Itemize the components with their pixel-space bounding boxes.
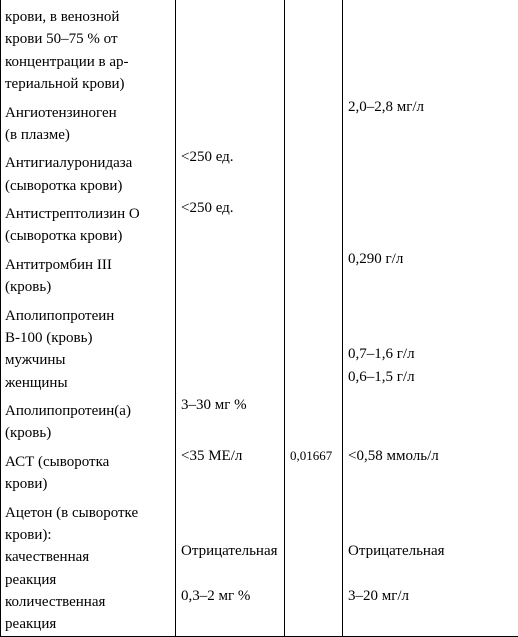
table-row	[1, 394, 518, 445]
cell-text-line: Аполипопротеин	[5, 305, 175, 327]
conventional-units-cell	[176, 445, 285, 496]
table-row	[1, 146, 518, 197]
cell-text-line: АСТ (сыворотка	[5, 451, 175, 473]
cell-text-line	[348, 299, 518, 321]
cell-text-line: Антитромбин III	[5, 254, 175, 276]
indicator-name-cell	[1, 394, 176, 445]
conventional-units-cell	[176, 394, 285, 445]
cell-text-line: крови):	[5, 524, 175, 546]
si-units-cell	[343, 197, 518, 248]
cell-text-line: реакция	[5, 613, 175, 635]
cell-text-line: крови)	[5, 473, 175, 495]
indicator-name-cell	[1, 248, 176, 299]
indicator-name-cell	[1, 496, 176, 637]
cell-text-line: (кровь)	[5, 276, 175, 298]
cell-text-line: (сыворотка крови)	[5, 225, 175, 247]
cell-text-line	[181, 518, 284, 540]
cell-text-line: Антигиалуронидаза	[5, 152, 175, 174]
cell-text-line: Ангиотензиноген	[5, 102, 175, 124]
table-row	[1, 496, 518, 637]
cell-text-line: 3–20 мг/л	[348, 585, 518, 607]
cell-text-line: мужчины	[5, 349, 175, 371]
cell-text-line: (кровь)	[5, 422, 175, 444]
cell-text-line: реакция	[5, 569, 175, 591]
cell-text-line: <250 ед.	[181, 146, 284, 168]
conversion-factor-cell	[285, 248, 343, 299]
conversion-factor-cell	[285, 394, 343, 445]
cell-text-line: (в плазме)	[5, 124, 175, 146]
si-units-cell	[343, 96, 518, 147]
conversion-factor-cell	[285, 299, 343, 395]
cell-text-line: 0,7–1,6 г/л	[348, 343, 518, 365]
cell-text-line	[348, 321, 518, 343]
cell-text-line	[348, 518, 518, 540]
cell-text-line	[181, 607, 284, 629]
table-row	[1, 445, 518, 496]
cell-text-line: крови, в венозной	[5, 6, 175, 28]
cell-text-line: крови 50–75 % от	[5, 28, 175, 50]
cell-text-line: 2,0–2,8 мг/л	[348, 96, 518, 118]
table-body	[1, 0, 518, 636]
conventional-units-cell	[176, 0, 285, 96]
cell-text-line	[348, 607, 518, 629]
conversion-factor-cell	[285, 496, 343, 637]
indicator-name-cell	[1, 0, 176, 96]
indicator-name-cell	[1, 197, 176, 248]
cell-text-line: Отрицательная	[348, 540, 518, 562]
table-row	[1, 299, 518, 395]
conversion-factor-cell	[285, 0, 343, 96]
si-units-cell	[343, 248, 518, 299]
cell-text-line: 0,290 г/л	[348, 248, 518, 270]
table-row	[1, 96, 518, 147]
cell-text-line: териальной крови)	[5, 73, 175, 95]
si-units-cell	[343, 146, 518, 197]
si-units-cell	[343, 299, 518, 395]
indicator-name-cell	[1, 146, 176, 197]
cell-text-line: (сыворотка крови)	[5, 175, 175, 197]
conventional-units-cell	[176, 146, 285, 197]
indicator-name-cell	[1, 96, 176, 147]
cell-text-line: Аполипопротеин(а)	[5, 400, 175, 422]
cell-text-line: Отрицательная	[181, 540, 284, 562]
cell-text-line	[348, 496, 518, 518]
cell-text-line: 0,6–1,5 г/л	[348, 366, 518, 388]
cell-text-line: Ацетон (в сыворотке	[5, 502, 175, 524]
cell-text-line: <0,58 ммоль/л	[348, 445, 518, 467]
conversion-factor-cell	[285, 197, 343, 248]
conventional-units-cell	[176, 299, 285, 395]
cell-text-line: 3–30 мг %	[181, 394, 284, 416]
cell-text-line: 0,01667	[290, 445, 342, 467]
conventional-units-cell	[176, 96, 285, 147]
conventional-units-cell	[176, 197, 285, 248]
cell-text-line: 0,3–2 мг %	[181, 585, 284, 607]
table-row	[1, 197, 518, 248]
cell-text-line: качественная	[5, 546, 175, 568]
cell-text-line: Антистрептолизин О	[5, 203, 175, 225]
conversion-factor-cell	[285, 445, 343, 496]
table-row	[1, 0, 518, 96]
conventional-units-cell	[176, 496, 285, 637]
cell-text-line: женщины	[5, 372, 175, 394]
cell-text-line: концентрации в ар-	[5, 51, 175, 73]
cell-text-line	[181, 496, 284, 518]
cell-text-line: <35 МЕ/л	[181, 445, 284, 467]
cell-text-line: <250 ед.	[181, 197, 284, 219]
conversion-factor-cell	[285, 96, 343, 147]
table-row	[1, 248, 518, 299]
si-units-cell	[343, 445, 518, 496]
cell-text-line: количественная	[5, 591, 175, 613]
si-units-cell	[343, 0, 518, 96]
indicator-name-cell	[1, 299, 176, 395]
conversion-factor-cell	[285, 146, 343, 197]
si-units-cell	[343, 496, 518, 637]
conventional-units-cell	[176, 248, 285, 299]
cell-text-line: В-100 (кровь)	[5, 327, 175, 349]
si-units-cell	[343, 394, 518, 445]
indicator-name-cell	[1, 445, 176, 496]
